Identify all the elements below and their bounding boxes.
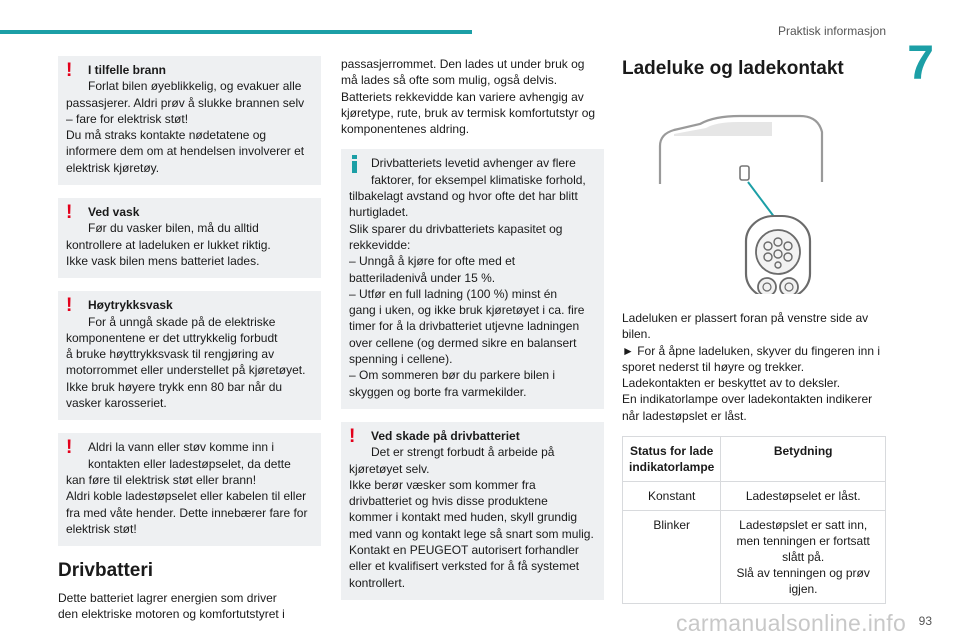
warning-exclamation-icon: !	[66, 437, 73, 459]
warning-line: Ikke berør væsker som kommer fra	[349, 477, 536, 492]
warning-exclamation-icon: !	[349, 425, 356, 447]
watermark: carmanualsonline.info	[676, 610, 907, 636]
warning-title: I tilfelle brann	[88, 63, 167, 77]
info-line: – Om sommeren bør du parkere bilen i	[349, 368, 556, 383]
section-heading-charging-flap: Ladeluke og ladekontakt	[622, 58, 844, 79]
battery-continued-text	[341, 56, 604, 137]
warning-box-washing	[58, 198, 321, 278]
warning-line: Det er strengt forbudt å arbeide på	[371, 445, 555, 460]
info-line: hurtigladet.	[349, 205, 409, 220]
column-3	[622, 56, 886, 604]
table-header-row	[623, 437, 886, 482]
warning-line: Aldri la vann eller støv komme inn i	[88, 440, 275, 455]
warning-box-battery-damage	[341, 422, 604, 600]
warning-exclamation-icon: !	[66, 60, 73, 81]
body-line: sporet nederst til høyre og trekker.	[622, 359, 805, 374]
charging-socket-diagram	[622, 94, 886, 294]
warning-line: Aldri koble ladestøpselet eller kabelen til eller	[66, 489, 307, 504]
info-line: rekkevidde:	[349, 237, 411, 252]
body-line: Ladeluken er plassert foran på venstre side av	[622, 311, 869, 325]
warning-line: komponentene er det uttrykkelig forbudt	[66, 330, 278, 345]
info-line: over cellene (og dermed sikre en balansert	[349, 335, 577, 350]
body-line: ► For å åpne ladeluken, skyver du fingeren inn i	[622, 343, 881, 358]
table-cell: Ladestøpselet er låst.	[721, 482, 886, 511]
column-1	[58, 56, 321, 623]
chapter-number: 7	[907, 37, 934, 90]
warning-line: fra med våte hender. Dette innebærer fare for	[66, 505, 308, 520]
warning-line: Kontakt en PEUGEOT autorisert forhandler	[349, 543, 579, 558]
info-line: skyggen og borte fra varmekilder.	[349, 384, 527, 399]
warning-line: kontrollere at ladeluken er lukket riktig.	[66, 237, 271, 252]
battery-intro-text	[58, 590, 321, 623]
indicator-status-table	[622, 436, 886, 604]
info-line: timer for å la drivbatteriet utjevne ladningen	[349, 319, 580, 334]
body-line: Batteriets rekkevidde kan variere avhengig av	[341, 89, 584, 104]
warning-box-fire	[58, 56, 321, 185]
info-line: Drivbatteriets levetid avhenger av flere	[371, 156, 576, 171]
body-line: kjøretype, rute, bruk av termisk komfortutstyr og	[341, 105, 596, 120]
body-line: passasjerrommet. Den lades ut under bruk og	[341, 57, 585, 71]
socket-dc-port-left	[758, 278, 776, 294]
info-line: batteriladenivå under 15 %.	[349, 270, 496, 285]
socket-dc-port-right	[780, 278, 798, 294]
info-line: faktorer, for eksempel klimatiske forhold,	[371, 172, 586, 187]
warning-line: med vann og kontakt lege så snart som mulig.	[349, 526, 594, 541]
page-number: 93	[918, 614, 932, 628]
header-accent-bar	[0, 30, 472, 34]
table-header-meaning: Betydning	[721, 437, 886, 482]
warning-exclamation-icon: !	[66, 202, 73, 224]
warning-line: drivbatteriet og hvis disse produktene	[349, 494, 548, 509]
info-box-battery-life	[341, 149, 604, 408]
body-line: Dette batteriet lagrer energien som driver	[58, 591, 277, 606]
body-line: må lades så ofte som mulig, også delvis.	[341, 73, 558, 88]
charging-flap-text	[622, 310, 886, 424]
info-line: tilbakelagt avstand og hvor ofte det har blitt	[349, 189, 578, 204]
info-line: Slik sparer du drivbatteriets kapasitet og	[349, 221, 563, 236]
warning-line: Forlat bilen øyeblikkelig, og evakuer alle	[88, 79, 302, 94]
warning-line: Du må straks kontakte nødetatene og	[66, 128, 267, 143]
warning-box-water-dust	[58, 433, 321, 546]
charging-flap-icon	[740, 166, 749, 180]
warning-line: elektrisk støt!	[66, 521, 137, 536]
warning-line: kommer i kontakt med huden, skyll grundig	[349, 510, 578, 525]
warning-line: kontakten eller ladestøpselet, da dette	[88, 456, 291, 471]
table-header-status: Status for lade indikatorlampe	[623, 437, 721, 482]
car-window	[674, 122, 772, 136]
info-icon	[349, 155, 371, 188]
body-line: bilen.	[622, 327, 651, 342]
warning-line: Ikke vask bilen mens batteriet lades.	[66, 253, 260, 268]
body-line: En indikatorlampe over ladekontakten indikerer	[622, 392, 873, 407]
warning-line: kjøretøyet selv.	[349, 461, 430, 476]
warning-line: Ikke bruk høyere trykk enn 80 bar når du	[66, 379, 283, 394]
warning-title: Ved skade på drivbatteriet	[371, 428, 520, 443]
warning-title: Høytrykksvask	[88, 298, 173, 313]
warning-line: For å unngå skade på de elektriske	[88, 314, 276, 329]
info-line: – Unngå å kjøre for ofte med et	[349, 254, 516, 269]
warning-line: informere dem om at hendelsen involverer et	[66, 144, 305, 159]
warning-title: Ved vask	[88, 205, 140, 220]
body-line: komponentenes aldring.	[341, 122, 470, 137]
body-line: når ladestøpslet er låst.	[622, 408, 747, 423]
warning-line: å bruke høyttrykksvask til rengjøring av	[66, 347, 275, 362]
warning-line: elektrisk kjøretøy.	[66, 160, 160, 175]
column-2	[341, 56, 604, 613]
warning-exclamation-icon: !	[66, 295, 73, 317]
info-line: – Utfør en full ladning (100 %) minst én	[349, 286, 558, 301]
warning-line: eller et kvalifisert verksted for å få systemet	[349, 559, 580, 574]
warning-line: kan føre til elektrisk støt eller brann!	[66, 472, 257, 487]
charging-socket-illustration	[622, 94, 886, 294]
warning-line: motorrommet eller understellet på kjøretøyet.	[66, 363, 306, 378]
body-line: den elektriske motoren og komfortutstyret i	[58, 607, 285, 622]
table-cell: Konstant	[623, 482, 721, 511]
info-line: spenning i cellene).	[349, 352, 453, 367]
warning-line: vasker karosseriet.	[66, 396, 167, 411]
section-heading-battery: Drivbatteri	[58, 560, 154, 582]
body-line: Ladekontakten er beskyttet av to deksler.	[622, 376, 841, 391]
section-title: Praktisk informasjon	[777, 24, 886, 38]
warning-line: kontrollert.	[349, 575, 406, 590]
warning-box-pressure-wash	[58, 291, 321, 420]
warning-line: Før du vasker bilen, må du alltid	[88, 221, 259, 236]
table-row	[623, 511, 886, 604]
info-line: gang i uken, og ikke bruk kjøretøyet i ca. fire	[349, 303, 585, 318]
warning-line: passasjerer. Aldri prøv å slukke brannen selv	[66, 95, 305, 110]
table-cell: Ladestøpslet er satt inn, men tenningen er fortsatt slått på. Slå av tenningen og prøv igjen.	[721, 511, 886, 604]
warning-line: – fare for elektrisk støt!	[66, 111, 189, 126]
table-row	[623, 482, 886, 511]
info-i-icon	[349, 155, 361, 173]
table-cell: Blinker	[623, 511, 721, 604]
